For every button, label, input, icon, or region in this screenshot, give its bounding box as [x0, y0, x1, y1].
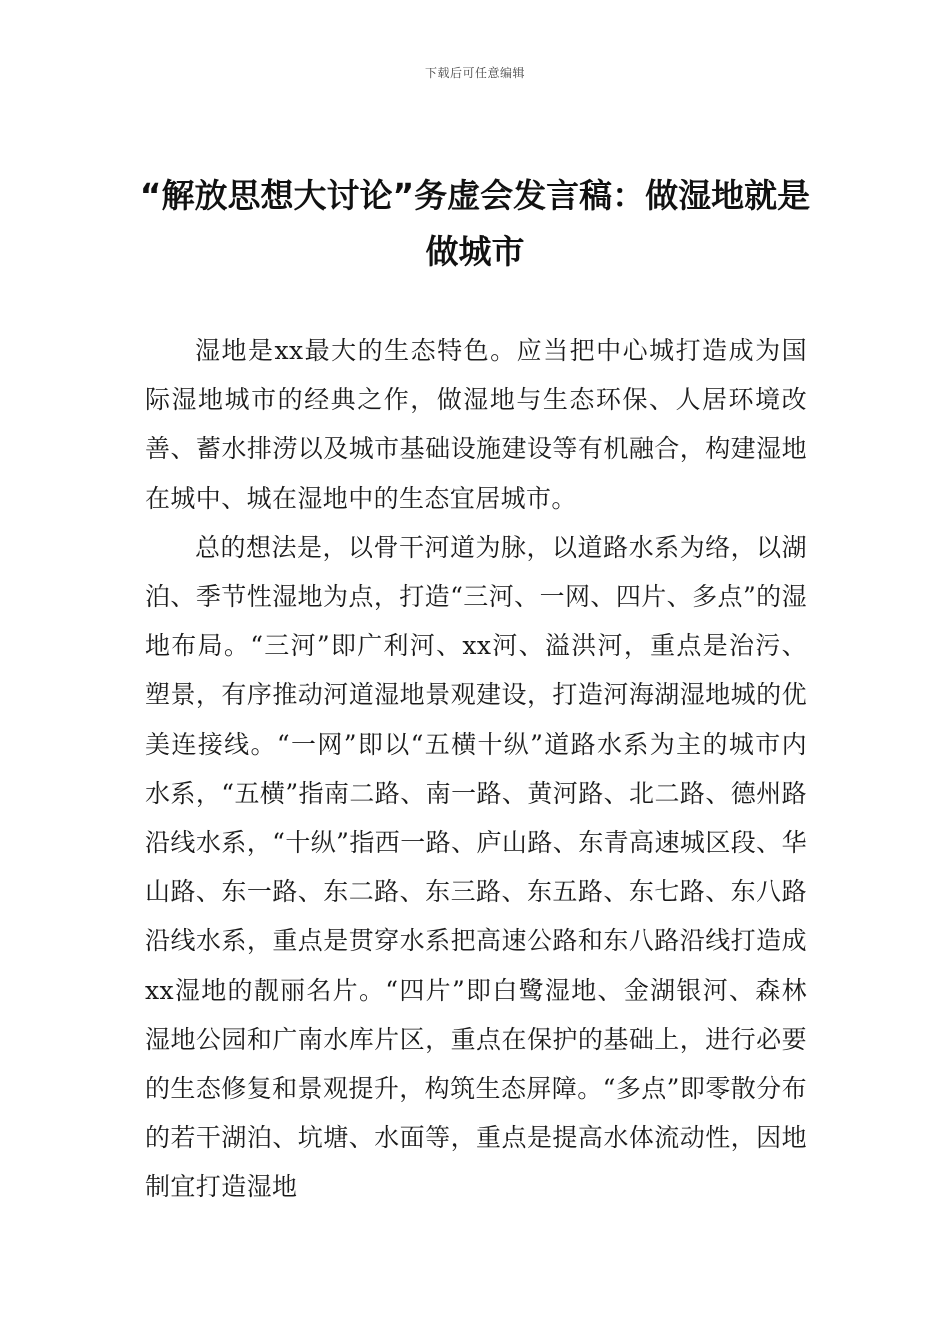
document-title: “解放思想大讨论”务虚会发言稿：做湿地就是做城市 [139, 176, 811, 271]
header-note: 下载后可任意编辑 [424, 66, 525, 80]
paragraph-2: 总的想法是，以骨干河道为脉，以道路水系为络，以湖泊、季节性湿地为点，打造“三河、一网、四片、多点”的湿地布局。“三河”即广利河、xx河、溢洪河，重点是治污、塑景，有序推动河道湿地景观建设，打造河海湖湿地城的优美连接线。“一网”即以“五横十纵”道路水系为主的城市内水系，“五横”指南二路、南一路、黄河路、北二路、德州路沿线水系，“十纵”指西一路、庐山路、东青高速城区段、华山路、东一路、东二路、东三路、东五路、东七路、东八路沿线水系，重点是贯穿水系把高速公路和东八路沿线打造成xx湿地的靓丽名片。“四片”即白鹭湿地、金湖银河、森林湿地公园和广南水库片区，重点在保护的基础上，进行必要的生态修复和景观提升，构筑生态屏障。“多点”即零散分布的若干湖泊、坑塘、水面等，重点是提高水体流动性，因地制宜打造湿地 [145, 532, 807, 1202]
document-body [145, 326, 807, 1212]
paragraph-1: 湿地是xx最大的生态特色。应当把中心城打造成为国际湿地城市的经典之作，做湿地与生态环保、人居环境改善、蓄水排涝以及城市基础设施建设等有机融合，构建湿地在城中、城在湿地中的生态宜居城市。 [145, 336, 807, 513]
